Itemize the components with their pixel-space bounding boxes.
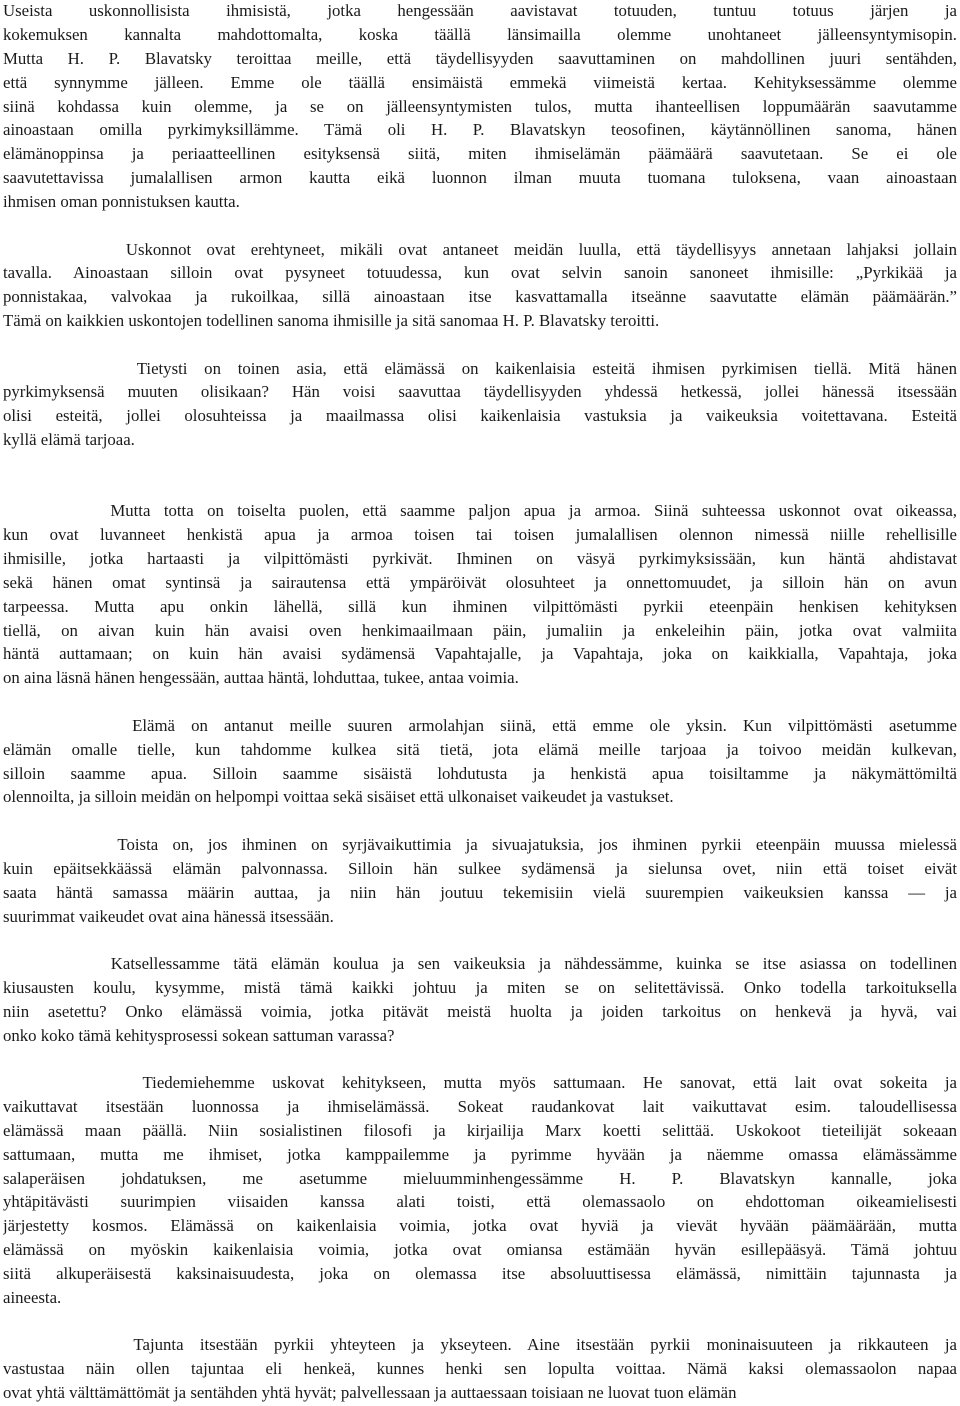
text-line: siinä kohdassa kuin olemme, ja se on jälleensyntymisten tulos, mutta ihanteellisen loppumäärän saavutamme (3, 96, 957, 116)
text-line: ihmisen oman ponnistuksen kautta. (3, 192, 240, 212)
paragraph (3, 1071, 957, 1310)
text-line: että synnymme jälleen. Emme ole täällä ensimäistä emmekä viimeistä kertaa. Kehityksessämme olemme (3, 72, 957, 92)
text-line: vastustaa näin ollen tajuntaa eli henkeä, kunnes henki sen lopulta voittaa. Nämä kaksi olemassaolon napaa (3, 1359, 957, 1379)
paragraph (3, 714, 957, 810)
paragraph-gap (3, 214, 957, 238)
text-line: häntä auttamaan; on kuin hän avaisi sydämensä Vapahtajalle, ja Vapahtaja, joka on kaikkialla, Vapahtaja, joka (3, 644, 957, 664)
text-line: Mutta totta on toiselta puolen, että saamme paljon apua ja armoa. Siinä suhteessa uskonnot ovat oikeassa, (3, 501, 957, 521)
text-line: Uskonnot ovat erehtyneet, mikäli ovat antaneet meidän luulla, että täydellisyys annetaan lahjaksi jollain (3, 239, 957, 259)
text-line: kiusausten koulu, kysymme, mistä tämä kaikki johtuu ja miten se on selitettävissä. Onko todella tarkoituksella (3, 977, 957, 997)
text-line: Toista on, jos ihminen on syrjävaikuttimia ja sivuajatuksia, jos ihminen pyrkii eteenpäin muussa mielessä (3, 834, 957, 854)
text-line: elämän omalle tielle, kun tahdomme kulkea sitä tietä, jota elämä meille tarjoaa ja toivoo meidän kulkevan, (3, 739, 957, 759)
text-line: niin asetettu? Onko elämässä voimia, jotka pitävät meistä huolta ja joiden tarkoitus on henkevä ja hyvä, vai (3, 1001, 957, 1021)
paragraph (3, 952, 957, 1048)
text-line: sekä hänen omat syntinsä ja sairautensa että ympäröivät olosuhteet ja onnettomuudet, ja silloin hän on avun (3, 572, 957, 592)
text-line: tavalla. Ainoastaan silloin ovat pysyneet totuudessa, kun ovat selvin sanoin sanoneet ihmisille: „Pyrkikää ja (3, 263, 957, 283)
text-line: kun ovat luvanneet henkistä apua ja armoa toisen tai toisen jumalallisen olennon nimessä niille rehellisille (3, 525, 957, 545)
text-line: Katsellessamme tätä elämän koulua ja sen vaikeuksia ja nähdessämme, kuinka se itse asiassa on todellinen (3, 953, 957, 973)
text-line: Tiedemiehemme uskovat kehitykseen, mutta myös sattumaan. He sanovat, että lait ovat sokeita ja (3, 1072, 957, 1092)
text-line: onko koko tämä kehitysprosessi sokean sattuman varassa? (3, 1025, 395, 1045)
text-line: Tämä on kaikkien uskontojen todellinen sanoma ihmisille ja sitä sanomaa H. P. Blavatsky teroitti. (3, 311, 660, 331)
text-line: silloin saamme apua. Silloin saamme sisäistä lohdutusta ja henkistä apua toisiltamme ja näkymättömiltä (3, 763, 957, 783)
paragraph (3, 238, 957, 334)
document-page (3, 0, 957, 1405)
text-line: salaperäisen johdatuksen, me asetumme mieluumminhengessämme H. P. Blavatskyn kannalle, joka (3, 1168, 957, 1188)
text-line: tiellä, on aivan kuin hän avaisi oven henkimaailmaan päin, jumaliin ja enkeleihin päin, jotka ovat valmiita (3, 620, 957, 640)
text-line: ponnistakaa, valvokaa ja rukoilkaa, sillä ainoastaan itse kasvattamalla itseänne saavutatte elämän päämäärän.” (3, 287, 957, 307)
text-line: ovat yhtä välttämättömät ja sentähden yhtä hyvät; palvellessaan ja auttaessaan toisiaan ne luovat tuon elämän (3, 1383, 737, 1403)
text-line: kuin epäitsekkäässä elämän palvonnassa. Silloin hän sulkee sydämensä ja sielunsa ovet, niin että toiset eivät (3, 858, 957, 878)
text-line: Tajunta itsestään pyrkii yhteyteen ja ykseyteen. Aine itsestään pyrkii moninaisuuteen ja rikkauteen ja (3, 1335, 957, 1355)
text-line: olisi esteitä, jollei olosuhteissa ja maailmassa olisi kaikenlaisia vastuksia ja vaikeuksia voitettavana. Esteitä (3, 406, 957, 426)
text-line: kokemuksen kannalta mahdottomalta, koska täällä länsimailla olemme unohtaneet jälleensyntymisopin. (3, 24, 957, 44)
text-line: ihmisille, jotka hartaasti ja vilpittömästi pyrkivät. Ihminen on väsyä pyrkimyksissään, kun häntä ahdistavat (3, 548, 957, 568)
paragraph (3, 1333, 957, 1405)
text-line: elämässä maan päällä. Niin sosialistinen filosofi ja kirjailija Marx koetti selittää. Uskokoot tieteilijät sokeaan (3, 1120, 957, 1140)
text-line: tarpeessa. Mutta apu onkin lähellä, sillä kun ihminen vilpittömästi pyrkii eteenpäin henkisen kehityksen (3, 596, 957, 616)
paragraph-gap (3, 452, 957, 499)
paragraph-gap (3, 1047, 957, 1071)
paragraph (3, 833, 957, 929)
text-line: järjestetty kosmos. Elämässä on kaikenlaisia voimia, jotka ovat hyviä ja vievät hyvään päämäärään, mutta (3, 1216, 957, 1236)
paragraph-gap (3, 928, 957, 952)
text-line: Tietysti on toinen asia, että elämässä on kaikenlaisia esteitä ihmisen pyrkimisen tiellä. Mitä hänen (3, 358, 957, 378)
text-line: Useista uskonnollisista ihmisistä, jotka hengessään aavistavat totuuden, tuntuu totuus järjen ja (3, 1, 957, 20)
text-line: elämässä on myöskin kaikenlaisia voimia, jotka ovat omiansa estämään hyvän esillepääsyä. Tämä johtuu (3, 1240, 957, 1260)
text-line: kyllä elämä tarjoaa. (3, 430, 135, 450)
paragraph-gap (3, 333, 957, 357)
text-line: saata häntä samassa määrin auttaa, ja niin hän joutuu tekemisiin vielä suurempien vaikeuksien kanssa — ja (3, 882, 957, 902)
text-line: pyrkimyksensä muuten olisikaan? Hän voisi saavuttaa täydellisyyden yhdessä hetkessä, jollei hänessä itsessään (3, 382, 957, 402)
text-line: ainoastaan omilla pyrkimyksillämme. Tämä oli H. P. Blavatskyn teosofinen, käytännöllinen sanoma, hänen (3, 120, 957, 140)
text-line: on aina läsnä hänen hengessään, auttaa häntä, lohduttaa, tukee, antaa voimia. (3, 668, 519, 688)
paragraph (3, 357, 957, 453)
paragraph (3, 0, 957, 214)
paragraph-gap (3, 1310, 957, 1334)
text-line: saavutettavissa jumalallisen armon kautta eikä luonnon ilman muuta tuomana tuloksena, vaan ainoastaan (3, 168, 957, 188)
text-line: Mutta H. P. Blavatsky teroittaa meille, että täydellisyyden saavuttaminen on mahdollinen juuri sentähden, (3, 48, 957, 68)
paragraph-gap (3, 690, 957, 714)
text-line: elämänoppinsa ja periaatteellinen esityksensä siitä, miten ihmiselämän päämäärä saavutetaan. Se ei ole (3, 144, 957, 164)
text-line: suurimmat vaikeudet ovat aina hänessä itsessään. (3, 906, 334, 926)
text-line: Elämä on antanut meille suuren armolahjan siinä, että emme ole yksin. Kun vilpittömästi asetumme (3, 715, 957, 735)
paragraph-gap (3, 809, 957, 833)
text-line: olennoilta, ja silloin meidän on helpompi voittaa sekä sisäiset että ulkonaiset vaikeudet ja vastukset. (3, 787, 674, 807)
text-line: sattumaan, mutta me ihmiset, jotka kamppailemme ja pyrimme hyvään ja näemme omassa elämässämme (3, 1144, 957, 1164)
text-line: aineesta. (3, 1287, 62, 1307)
text-line: yhtäpitävästi suurimpien viisaiden kanssa alati toisti, että olemassaolo on ehdottoman oikeamielisesti (3, 1192, 957, 1212)
text-line: vaikuttavat itsestään luonnossa ja ihmiselämässä. Sokeat raudankovat lait vaikuttavat esim. taloudellisessa (3, 1096, 957, 1116)
text-line: siitä alkuperäisestä kaksinaisuudesta, joka on olemassa itse absoluuttisessa elämässä, nimittäin tajunnasta ja (3, 1264, 957, 1284)
paragraph (3, 499, 957, 690)
